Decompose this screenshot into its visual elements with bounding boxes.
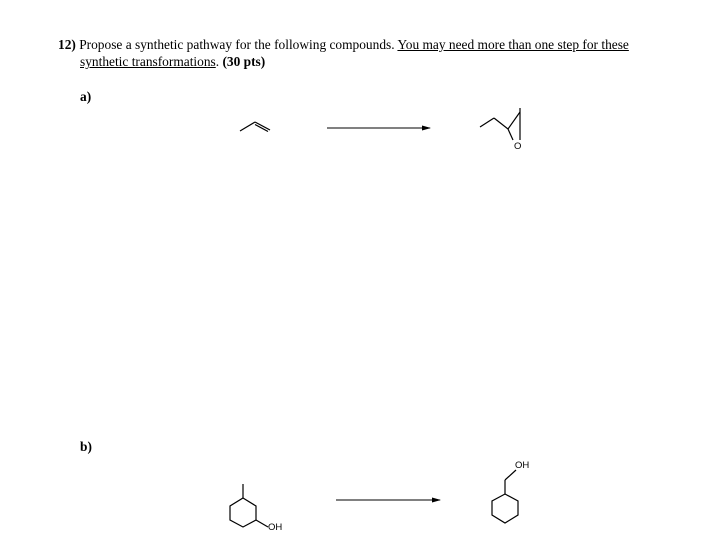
part-a-oxygen-label: O — [514, 141, 522, 152]
part-b-start-hydroxyl-label: OH — [268, 522, 283, 533]
question-hint-line2: synthetic transformations — [80, 54, 216, 69]
part-b-label: b) — [80, 439, 92, 454]
question-hint-line1: You may need more than one step for these — [397, 37, 629, 52]
question-points: (30 pts) — [222, 54, 266, 69]
part-a-starting-alkene — [240, 122, 270, 132]
question-number: 12) — [58, 37, 76, 52]
part-a-product-epoxide — [480, 108, 520, 140]
part-a-label: a) — [80, 89, 92, 104]
part-b-starting-alcohol — [230, 484, 268, 527]
part-b-product-alcohol — [492, 470, 518, 523]
question-prompt: Propose a synthetic pathway for the following compounds. — [75, 37, 398, 52]
part-b-product-hydroxyl-label: OH — [515, 460, 530, 471]
question-period: . — [215, 54, 223, 69]
